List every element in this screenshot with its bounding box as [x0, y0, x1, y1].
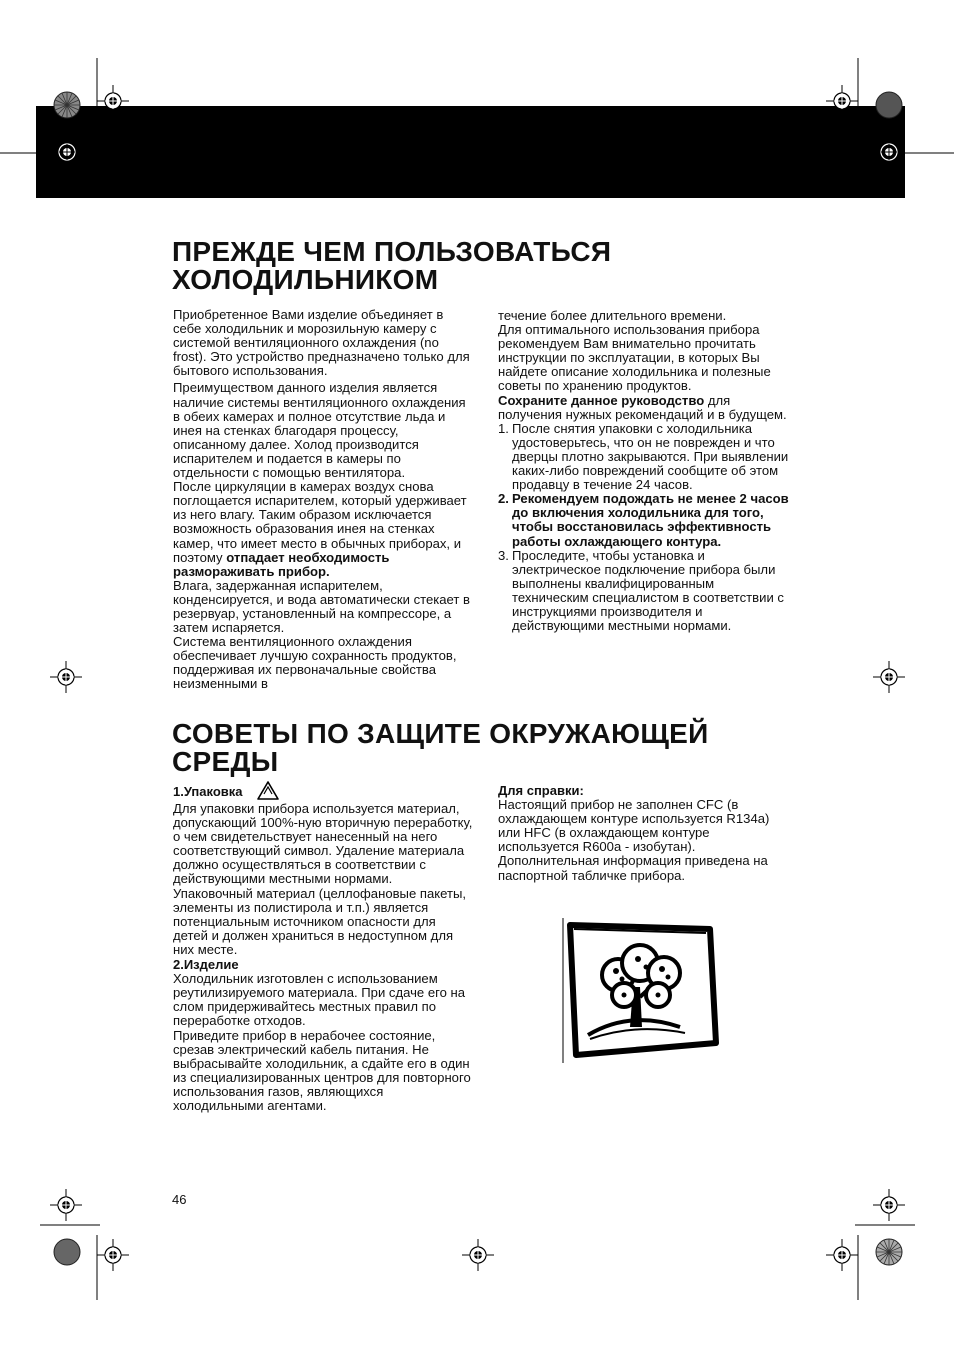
subsection-heading: Для справки:: [498, 783, 584, 798]
subsection-heading: 1.Упаковка: [173, 780, 473, 802]
environment-paragraph: Упаковочный материал (целлофановые пакеты, элементы из полистирола и т.п.) является потенциальным источником опасности для детей и должен храниться в недоступном для них месте.: [173, 885, 467, 957]
title-line-2: ХОЛОДИЛЬНИКОМ: [172, 264, 439, 295]
header-band: [36, 106, 905, 198]
intro-left-column: [173, 308, 475, 692]
page-number: 46: [172, 1192, 187, 1207]
section-title-line-1: СОВЕТЫ ПО ЗАЩИТЕ ОКРУЖАЮЩЕЙ: [172, 718, 709, 749]
intro-paragraph: Сохраните данное руководство для получения нужных рекомендаций и в будущем.: [498, 392, 787, 422]
environment-right-column: [498, 784, 794, 883]
intro-paragraph: После циркуляции в камерах воздух снова поглощается испарителем, который удерживает из него влагу. Таким образом исключается возможность образования инея на стенках камер, что имеет место в обычных приборах, и поэтому отпадает необходимость размораживать прибор.: [173, 479, 467, 579]
list-item: 2. Рекомендуем подождать не менее 2 часов до включения холодильника для того, чтобы восстановилась эффективность работы охлаждающего контура.: [498, 491, 789, 549]
title-line-1: ПРЕЖДЕ ЧЕМ ПОЛЬЗОВАТЬСЯ: [172, 236, 612, 267]
environment-paragraph: Настоящий прибор не заполнен CFC (в охлаждающем контуре используется R134a) или HFC (в охлаждающем контуре используется R600a - изобутан). Дополнительная информация приведена на паспортной табличке прибора.: [498, 797, 770, 883]
list-item: 3. Проследите, чтобы установка и электрическое подключение прибора были выполнены квалифицированным техническим специалистом в соответствии с инструкциями производителя и действующими местными нормами.: [498, 547, 784, 634]
section-title: [172, 720, 709, 776]
intro-paragraph: Преимуществом данного изделия является наличие системы вентиляционного охлаждения в обеих камерах и полное отсутствие льда и инея на стенках благодаря процессу, описанному далее. Холод производится испарителем и подается в камеры по отдельности с помощью вентилятора.: [173, 380, 466, 481]
environment-paragraph: Для упаковки прибора используется материал, допускающий 100%-ную вторичную переработку, о чем свидетельствует нанесенный на него соответствующий символ. Удаление материала должно осуществляться в соответствии с действующими местными нормами.: [173, 801, 473, 887]
subsection-heading: 2.Изделие: [173, 957, 239, 973]
list-item: 1. После снятия упаковки с холодильника удостоверьтесь, что он не поврежден и что дверцы плотно закрываются. При выявлении каких-либо повреждений сообщите об этом продавцу в течение 24 часов.: [498, 420, 789, 493]
intro-paragraph: Для оптимального использования прибора рекомендуем Вам внимательно прочитать инструкции по эксплуатации, в которых Вы найдете описание холодильника и полезные советы по хранению продуктов.: [498, 322, 771, 394]
environment-paragraph: Холодильник изготовлен с использованием реутилизируемого материала. При сдаче его на слом придерживайтесь местных правил по переработке отходов.: [173, 971, 466, 1029]
tree-eco-icon: [560, 915, 720, 1065]
environment-paragraph: Приведите прибор в нерабочее состояние, срезав электрический кабель питания. Не выбрасывайте холодильник, а сдайте его в один из специализированных центров для повторного использования газов, являющихся холодильными агентами.: [173, 1027, 471, 1113]
intro-paragraph: Система вентиляционного охлаждения обеспечивает лучшую сохранность продуктов, поддерживая их первоначальные свойства неизменными в: [173, 634, 457, 692]
intro-paragraph: Влага, задержанная испарителем, конденсируется, и вода автоматически стекает в резервуар, установленный на компрессоре, а затем испаряется.: [173, 577, 470, 636]
page-title: [172, 238, 611, 294]
recycle-triangle-icon: [256, 780, 280, 802]
intro-right-column: [498, 309, 794, 633]
section-title-line-2: СРЕДЫ: [172, 746, 279, 777]
intro-paragraph: Приобретенное Вами изделие объединяет в себе холодильник и морозильную камеру с системой вентиляционного охлаждения (no frost). Это устройство предназначено только для бытового использования.: [173, 307, 470, 379]
environment-left-column: [173, 780, 473, 1113]
intro-paragraph: течение более длительного времени.: [498, 308, 727, 323]
